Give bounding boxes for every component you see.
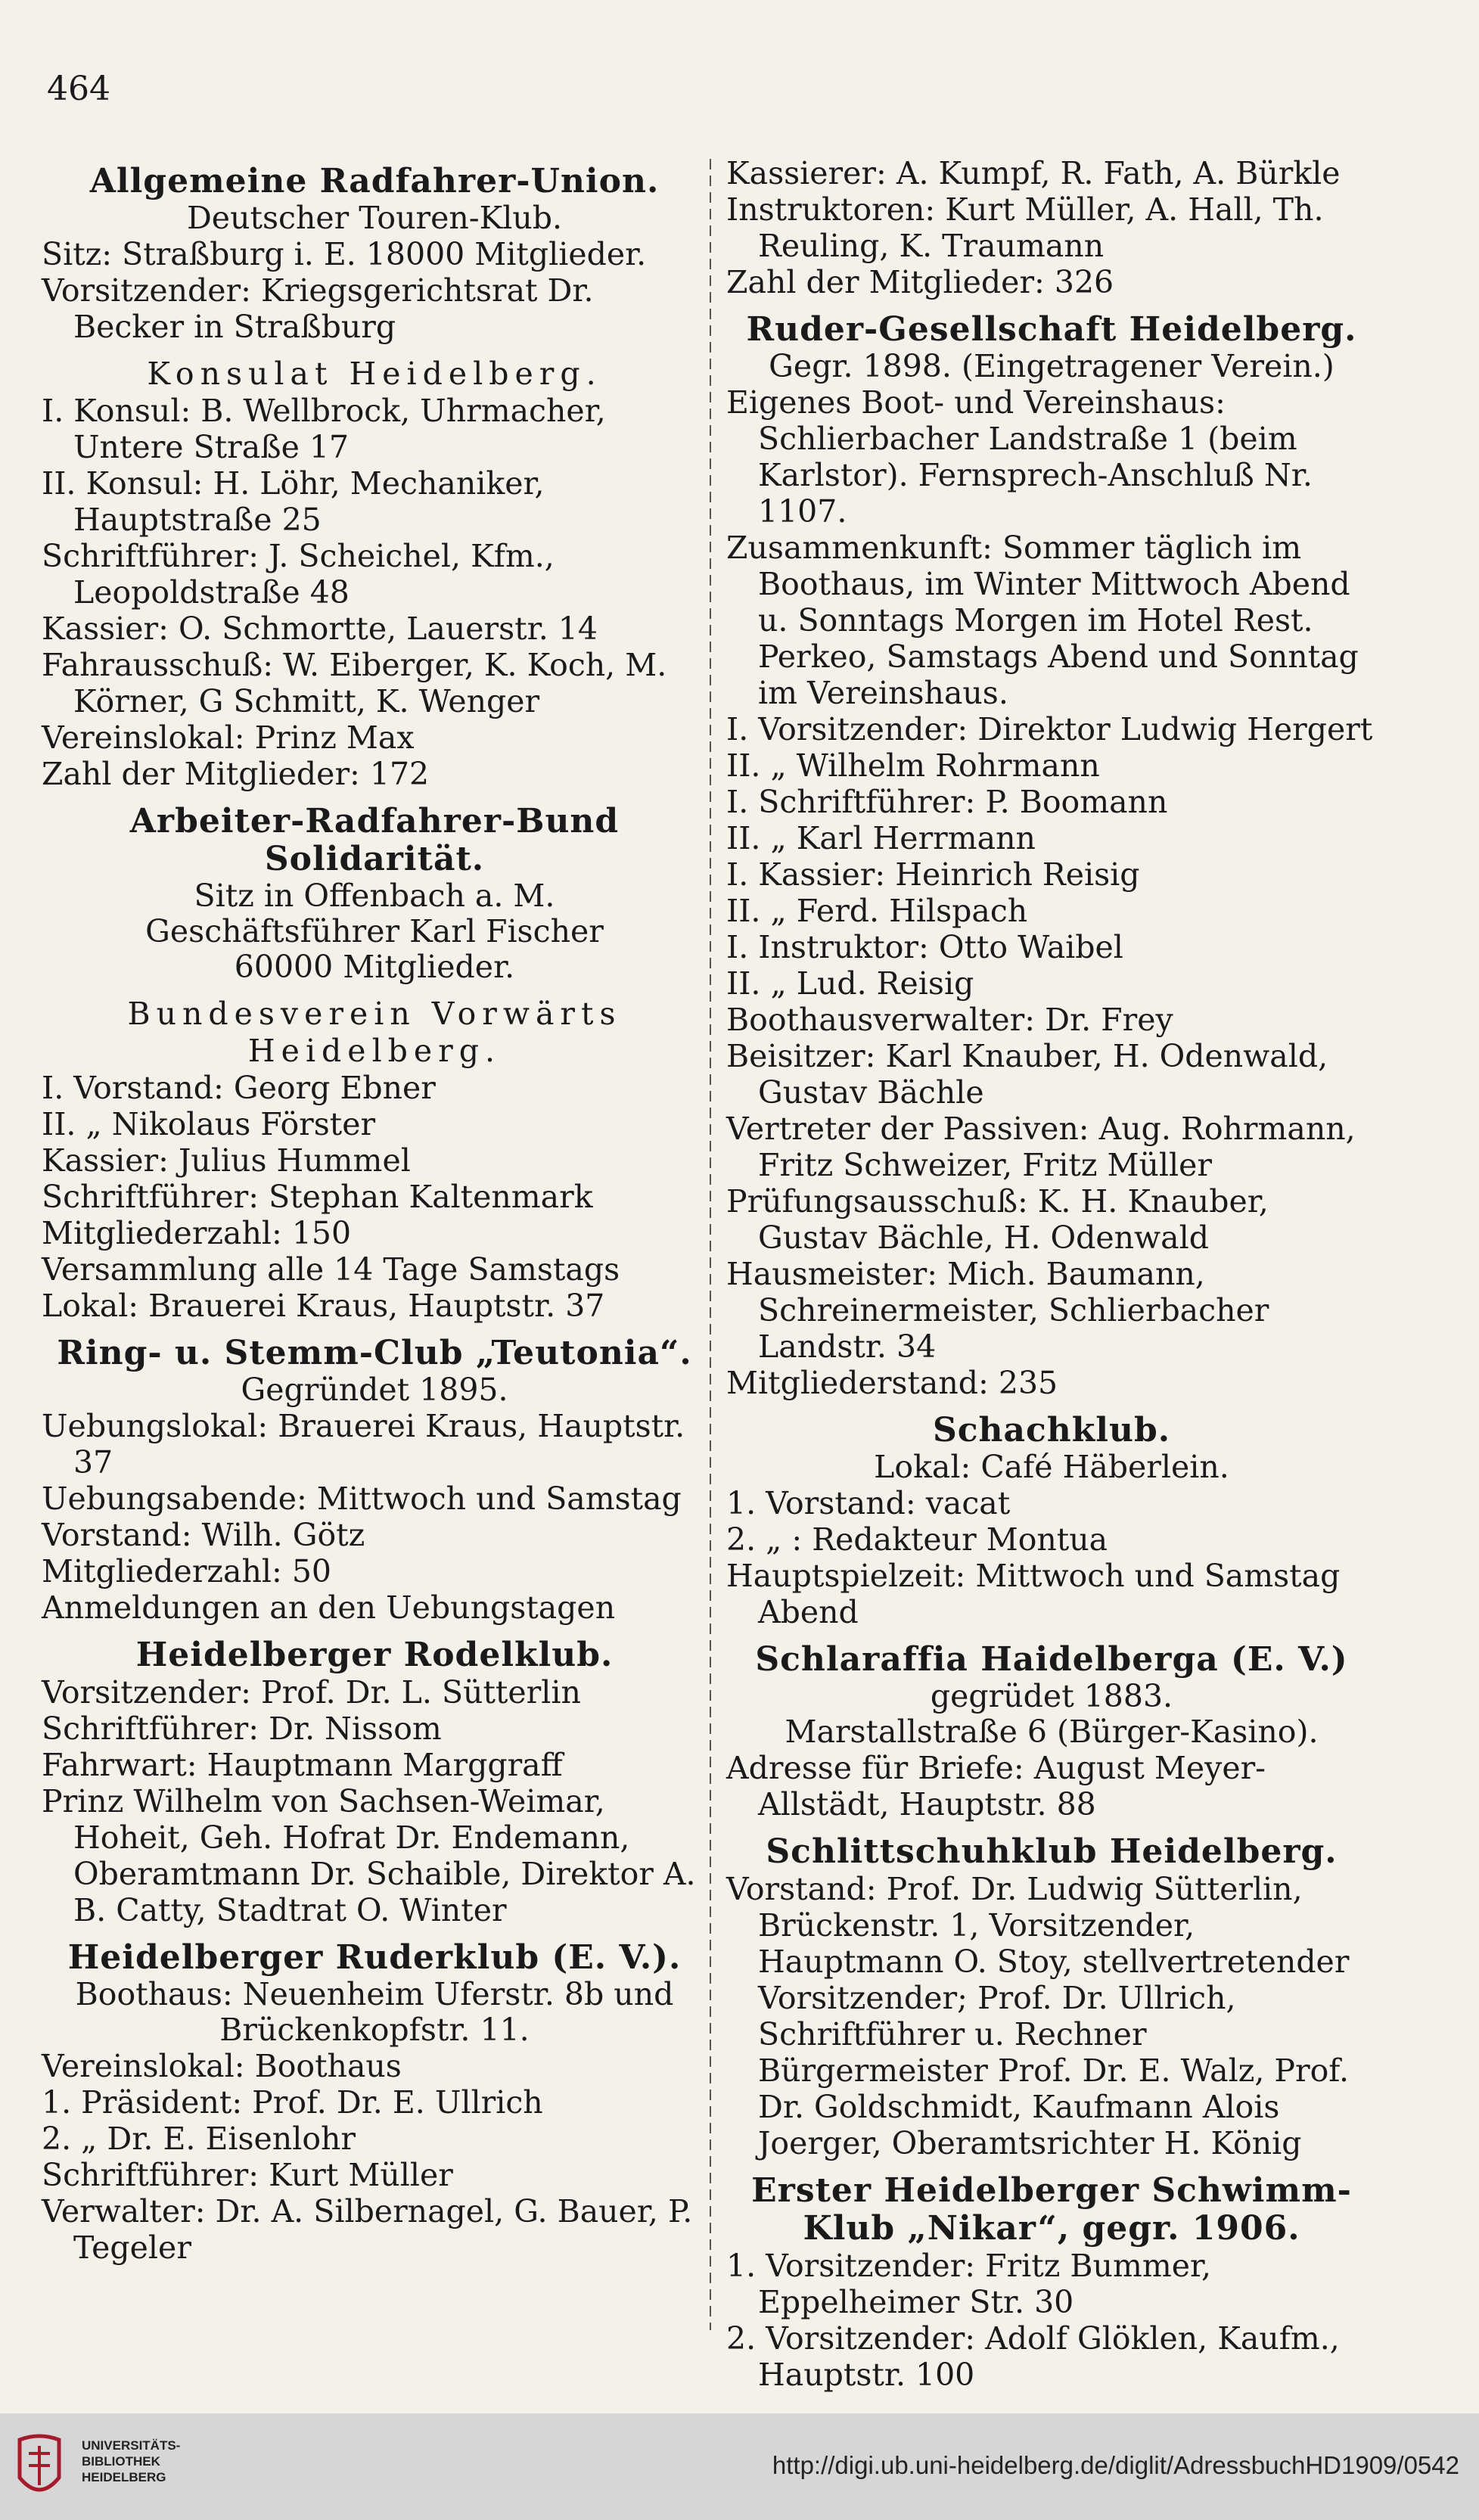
entry-line: Mitgliederzahl: 50 — [42, 1553, 331, 1589]
directory-section — [42, 803, 707, 985]
directory-section — [726, 311, 1377, 1401]
university-seal-icon — [14, 2432, 65, 2502]
entry-line: Zahl der Mitglieder: 172 — [42, 756, 430, 792]
entry-line: Kassierer: A. Kumpf, R. Fath, A. Bürkle — [726, 155, 1341, 191]
section-heading: Allgemeine Radfahrer-Union. — [89, 162, 660, 200]
entry-line: Beisitzer: Karl Knauber, H. Odenwald, Gustav Bächle — [726, 1038, 1328, 1111]
library-logo-text — [82, 2438, 180, 2485]
entry-line: II. „ Karl Herrmann — [726, 820, 1036, 856]
entry-line: Kassier: Julius Hummel — [42, 1142, 411, 1179]
spaced-subheading: Heidelberg. — [247, 1033, 502, 1069]
entry-line: Mitgliederzahl: 150 — [42, 1215, 352, 1251]
entry-line: Vorstand: Prof. Dr. Ludwig Sütterlin, Brückenstr. 1, Vorsitzender, Hauptmann O. Stoy, stellvertretender Vorsitzender; Prof. Dr. Ullrich, Schriftführer u. Rechner Bürgermeister Prof. Dr. E. Walz, Prof. Dr. Goldschmidt, Kaufmann Alois Joerger, Oberamtsrichter H. König — [726, 1871, 1350, 2161]
directory-section — [42, 1939, 707, 2266]
section-subtitle: Marstallstraße 6 (Bürger-Kasino). — [785, 1714, 1319, 1750]
section-subtitle: Boothaus: Neuenheim Uferstr. 8b und Brückenkopfstr. 11. — [75, 1976, 674, 2048]
column-divider — [710, 159, 711, 2330]
section-subtitle: Sitz in Offenbach a. M. — [194, 878, 555, 914]
section-heading: Heidelberger Ruderklub (E. V.). — [67, 1938, 682, 1977]
entry-line: 2. Vorsitzender: Adolf Glöklen, Kaufm., Hauptstr. 100 — [726, 2320, 1340, 2393]
section-heading: Schlaraffia Haidelberga (E. V.) — [755, 1640, 1348, 1679]
right-column — [726, 155, 1377, 2403]
directory-section — [42, 163, 707, 345]
entry-line: I. Vorsitzender: Direktor Ludwig Hergert — [726, 711, 1373, 747]
entry-line: II. Konsul: H. Löhr, Mechaniker, Hauptstraße 25 — [42, 465, 545, 538]
entry-line: Prinz Wilhelm von Sachsen-Weimar, Hoheit, Geh. Hofrat Dr. Endemann, Oberamtmann Dr. Schaible, Direktor A. B. Catty, Stadtrat O. Winter — [42, 1783, 696, 1928]
entry-line: Lokal: Brauerei Kraus, Hauptstr. 37 — [42, 1288, 605, 1324]
entry-line: Hausmeister: Mich. Baumann, Schreinermeister, Schlierbacher Landstr. 34 — [726, 1256, 1269, 1365]
logo-line: BIBLIOTHEK — [82, 2454, 160, 2469]
entry-line: Sitz: Straßburg i. E. 18000 Mitglieder. — [42, 236, 647, 272]
spaced-subheading: Konsulat Heidelberg. — [147, 356, 602, 392]
directory-section — [726, 2172, 1377, 2393]
entry-line: I. Instruktor: Otto Waibel — [726, 929, 1123, 965]
entry-line: Vertreter der Passiven: Aug. Rohrmann, Fritz Schweizer, Fritz Müller — [726, 1111, 1356, 1183]
page-number: 464 — [47, 70, 110, 108]
entry-line: I. Vorstand: Georg Ebner — [42, 1070, 436, 1106]
entry-line: 2. „ Dr. E. Eisenlohr — [42, 2121, 356, 2157]
entry-line: 1. Vorsitzender: Fritz Bummer, Eppelheimer Str. 30 — [726, 2248, 1212, 2320]
entry-line: Vereinslokal: Boothaus — [42, 2048, 402, 2084]
section-subtitle: Gegr. 1898. (Eingetragener Verein.) — [769, 348, 1335, 384]
section-subtitle: 60000 Mitglieder. — [234, 949, 515, 985]
entry-line: Fahrausschuß: W. Eiberger, K. Koch, M. Körner, G Schmitt, K. Wenger — [42, 647, 667, 719]
entry-line: II. „ Wilhelm Rohrmann — [726, 747, 1100, 784]
entry-line: Schriftführer: Stephan Kaltenmark — [42, 1179, 593, 1215]
entry-line: II. „ Ferd. Hilspach — [726, 893, 1028, 929]
source-url[interactable]: http://digi.ub.uni-heidelberg.de/diglit/AdressbuchHD1909/0542 — [772, 2451, 1459, 2479]
left-column — [42, 155, 707, 2276]
directory-section — [726, 1833, 1377, 2161]
logo-line: HEIDELBERG — [82, 2470, 166, 2484]
entry-line: Boothausverwalter: Dr. Frey — [726, 1002, 1173, 1038]
directory-section — [726, 1412, 1377, 1630]
entry-line: I. Konsul: B. Wellbrock, Uhrmacher, Untere Straße 17 — [42, 393, 606, 465]
spaced-subheading: Bundesverein Vorwärts — [127, 996, 622, 1032]
directory-section — [726, 155, 1377, 300]
entry-line: Vorsitzender: Kriegsgerichtsrat Dr. Becker in Straßburg — [42, 272, 594, 345]
directory-section — [726, 1641, 1377, 1822]
entry-line: 1. Präsident: Prof. Dr. E. Ullrich — [42, 2084, 543, 2121]
entry-line: Schriftführer: Dr. Nissom — [42, 1711, 442, 1747]
entry-line: Anmeldungen an den Uebungstagen — [42, 1589, 616, 1626]
entry-line: Zusammenkunft: Sommer täglich im Boothaus, im Winter Mittwoch Abend u. Sonntags Morgen im Hotel Rest. Perkeo, Samstags Abend und Sonntag im Vereinshaus. — [726, 530, 1359, 711]
entry-line: Vorsitzender: Prof. Dr. L. Sütterlin — [42, 1674, 581, 1711]
entry-line: I. Schriftführer: P. Boomann — [726, 784, 1168, 820]
section-subtitle: gegrüdet 1883. — [930, 1678, 1173, 1714]
entry-line: Instruktoren: Kurt Müller, A. Hall, Th. Reuling, K. Traumann — [726, 191, 1324, 264]
entry-line: I. Kassier: Heinrich Reisig — [726, 856, 1140, 893]
section-subtitle: Lokal: Café Häberlein. — [874, 1449, 1229, 1485]
directory-section — [42, 1636, 707, 1928]
entry-line: II. „ Nikolaus Förster — [42, 1106, 376, 1142]
entry-line: 1. Vorstand: vacat — [726, 1485, 1011, 1521]
section-heading: Schachklub. — [932, 1411, 1171, 1450]
entry-line: Uebungsabende: Mittwoch und Samstag — [42, 1481, 682, 1517]
entry-line: Zahl der Mitglieder: 326 — [726, 264, 1114, 300]
entry-line: Mitgliederstand: 235 — [726, 1365, 1058, 1401]
entry-line: Vereinslokal: Prinz Max — [42, 719, 415, 756]
entry-line: 2. „ : Redakteur Montua — [726, 1521, 1108, 1558]
entry-line: Vorstand: Wilh. Götz — [42, 1517, 365, 1553]
logo-line: UNIVERSITÄTS- — [82, 2438, 181, 2453]
directory-section — [42, 996, 707, 1324]
entry-line: Prüfungsausschuß: K. H. Knauber, Gustav Bächle, H. Odenwald — [726, 1183, 1269, 1256]
section-heading: Heidelberger Rodelklub. — [135, 1636, 614, 1674]
entry-line: Uebungslokal: Brauerei Kraus, Hauptstr. 37 — [42, 1408, 685, 1481]
section-heading: Erster Heidelberger Schwimm-Klub „Nikar“, gegr. 1906. — [751, 2171, 1352, 2248]
section-subtitle: Deutscher Touren-Klub. — [186, 200, 563, 236]
entry-line: Kassier: O. Schmortte, Lauerstr. 14 — [42, 611, 598, 647]
entry-line: Fahrwart: Hauptmann Marggraff — [42, 1747, 563, 1783]
entry-line: Schriftführer: J. Scheichel, Kfm., Leopoldstraße 48 — [42, 538, 555, 611]
directory-section — [42, 356, 707, 792]
section-heading: Ring- u. Stemm-Club „Teutonia“. — [57, 1334, 692, 1372]
entry-line: II. „ Lud. Reisig — [726, 965, 974, 1002]
entry-line: Schriftführer: Kurt Müller — [42, 2157, 453, 2193]
section-heading: Schlittschuhklub Heidelberg. — [766, 1832, 1338, 1871]
section-subtitle: Geschäftsführer Karl Fischer — [145, 913, 604, 949]
section-heading: Arbeiter-Radfahrer-Bund Solidarität. — [129, 802, 620, 878]
entry-line: Eigenes Boot- und Vereinshaus: Schlierbacher Landstraße 1 (beim Karlstor). Fernsprech-Anschluß Nr. 1107. — [726, 384, 1313, 530]
entry-line: Hauptspielzeit: Mittwoch und Samstag Abend — [726, 1558, 1341, 1630]
section-subtitle: Gegründet 1895. — [241, 1372, 508, 1408]
entry-line: Adresse für Briefe: August Meyer-Allstädt, Hauptstr. 88 — [726, 1750, 1266, 1822]
directory-section — [42, 1335, 707, 1626]
section-heading: Ruder-Gesellschaft Heidelberg. — [746, 310, 1357, 349]
entry-line: Verwalter: Dr. A. Silbernagel, G. Bauer, P. Tegeler — [42, 2193, 693, 2266]
entry-line: Versammlung alle 14 Tage Samstags — [42, 1251, 620, 1288]
